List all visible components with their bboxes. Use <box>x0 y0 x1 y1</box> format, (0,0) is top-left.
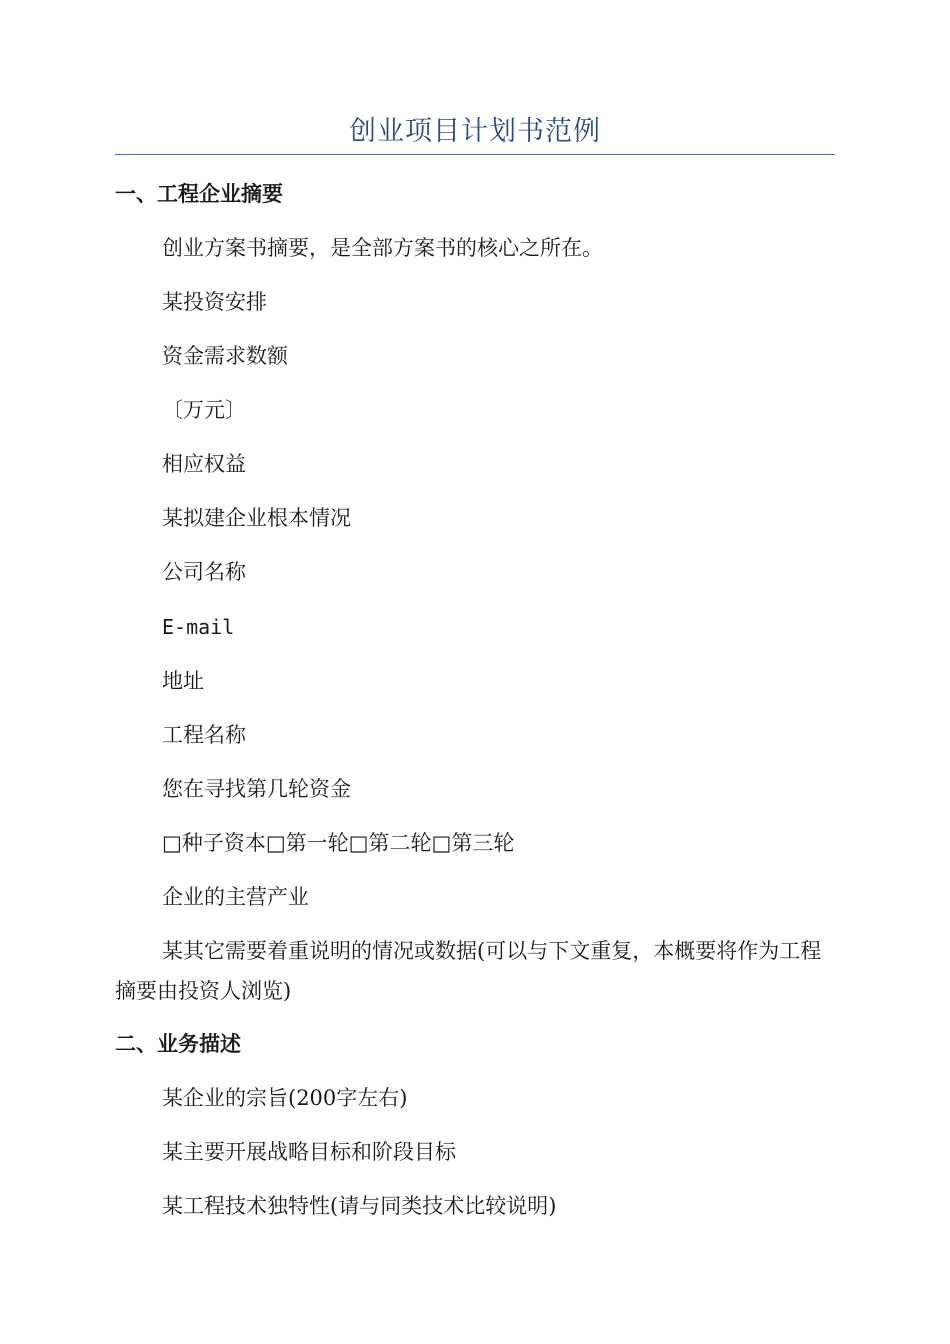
paragraph: 某工程技术独特性(请与同类技术比较说明) <box>162 1194 557 1218</box>
paragraph: 相应权益 <box>162 452 246 476</box>
paragraph: 某其它需要着重说明的情况或数据(可以与下文重复，本概要将作为工程摘要由投资人浏览) <box>115 939 822 1003</box>
title-underline <box>115 154 835 155</box>
paragraph: 工程名称 <box>162 723 246 747</box>
paragraph: 公司名称 <box>162 560 246 584</box>
funding-round-options: □种子资本□第一轮□第二轮□第三轮 <box>162 831 515 855</box>
paragraph: 某投资安排 <box>162 290 267 314</box>
document-title: 创业项目计划书范例 <box>349 116 601 147</box>
paragraph: 〔万元〕 <box>162 398 246 422</box>
paragraph: E-mail <box>162 615 235 639</box>
section-heading-summary: 一、工程企业摘要 <box>115 182 283 206</box>
paragraph: 创业方案书摘要，是全部方案书的核心之所在。 <box>162 236 603 260</box>
paragraph: 地址 <box>162 669 204 693</box>
paragraph: 资金需求数额 <box>162 344 288 368</box>
paragraph: 您在寻找第几轮资金 <box>162 777 351 801</box>
section-heading-business: 二、业务描述 <box>115 1032 241 1056</box>
paragraph: 某拟建企业根本情况 <box>162 506 351 530</box>
paragraph: 某企业的宗旨(200字左右) <box>162 1086 408 1110</box>
paragraph: 企业的主营产业 <box>162 885 309 909</box>
paragraph: 某主要开展战略目标和阶段目标 <box>162 1140 456 1164</box>
